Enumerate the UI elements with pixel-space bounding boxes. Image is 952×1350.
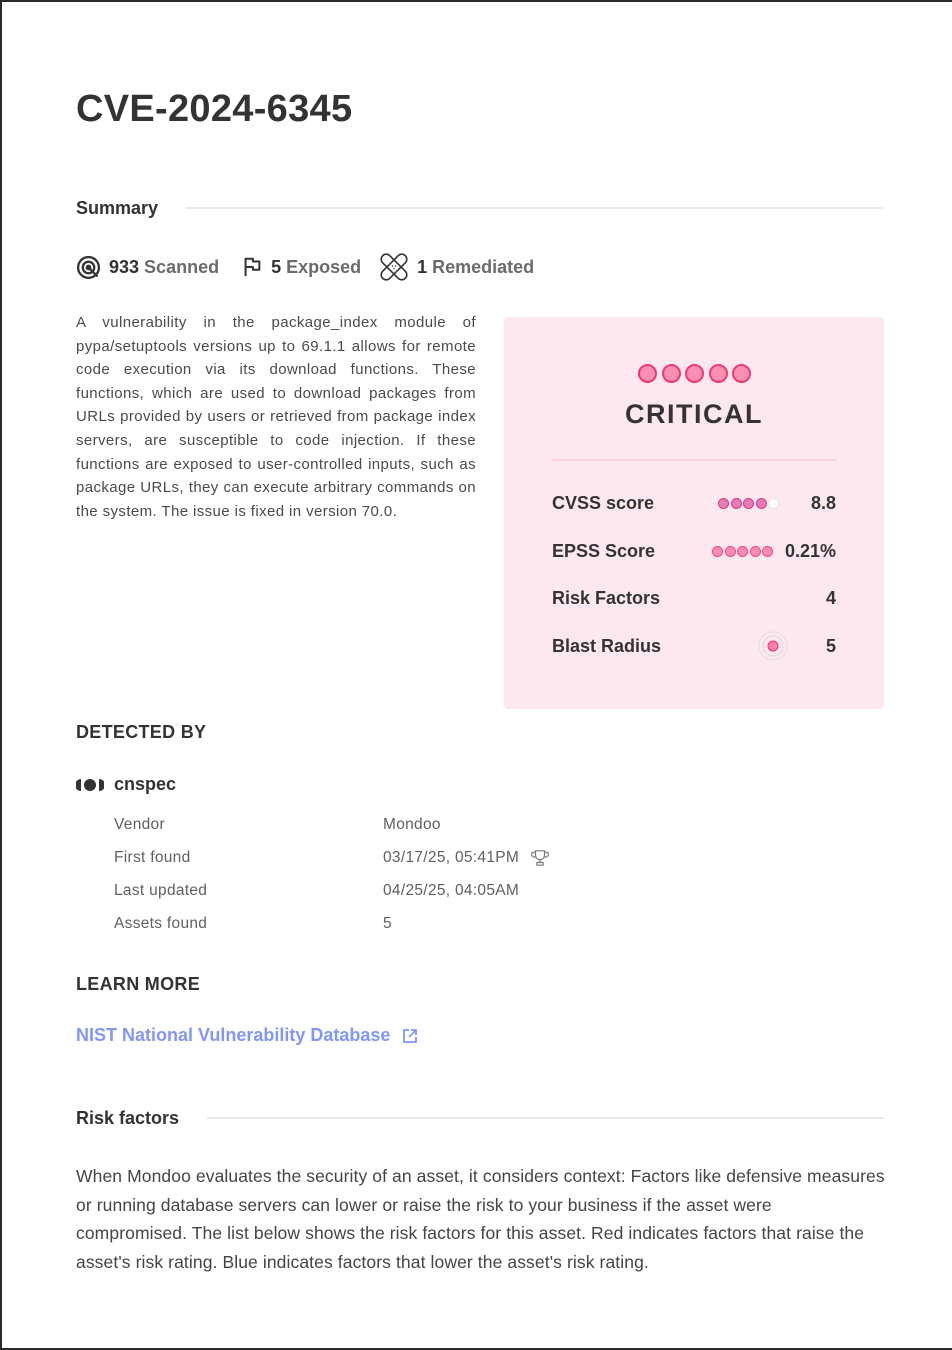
- detail-value: [383, 849, 549, 867]
- metric-value: 4: [825, 587, 836, 608]
- severity-dot: [685, 364, 704, 383]
- detail-value-text: Mondoo: [383, 816, 441, 833]
- stat-scanned: [76, 255, 219, 280]
- detail-row-assets-found: [114, 913, 614, 935]
- link-label: NIST National Vulnerability Database: [76, 1025, 391, 1045]
- flag-icon: [241, 256, 263, 278]
- stat-exposed: [241, 256, 361, 278]
- metric-label: Blast Radius: [552, 635, 662, 656]
- rating-dot-filled: [731, 498, 742, 509]
- metric-label: CVSS score: [552, 492, 655, 513]
- rating-dot-filled: [718, 498, 729, 509]
- detail-key: Last updated: [114, 882, 208, 899]
- detail-value: [383, 915, 392, 933]
- page-title: CVE-2024-6345: [76, 88, 353, 130]
- rating-dot-filled: [743, 498, 754, 509]
- nist-nvd-link[interactable]: [76, 1025, 418, 1046]
- cnspec-logo-icon: [76, 777, 104, 793]
- learn-more-heading: LEARN MORE: [76, 974, 200, 994]
- metric-epss: [552, 538, 836, 564]
- risk-factors-section-header: [76, 1106, 884, 1130]
- detail-row-first-found: [114, 847, 614, 869]
- severity-score-card: [504, 317, 884, 709]
- stat-remediated: [379, 252, 534, 282]
- metric-value: 5: [825, 635, 836, 656]
- stat-label: Remediated: [432, 256, 535, 277]
- stat-value: 933: [109, 256, 140, 277]
- detail-key: Assets found: [114, 915, 208, 932]
- detected-by-heading: DETECTED BY: [76, 722, 207, 742]
- target-scan-icon: [76, 255, 101, 280]
- rating-dot-filled: [725, 546, 736, 557]
- bandage-icon: [379, 252, 409, 282]
- risk-factors-description: When Mondoo evaluates the security of an asset, it considers context: Factors like defensive measures or running database servers can lower or raise the risk to your business if the asset were compromised. The list below shows the risk factors for this asset. Red indicates factors that raise the asset's risk rating. Blue indicates factors that lower the asset's risk rating.: [76, 1166, 885, 1272]
- section-divider: [186, 207, 884, 209]
- detail-row-last-updated: [114, 880, 614, 902]
- rating-dot-filled: [737, 546, 748, 557]
- cvss-rating-dots: [718, 498, 781, 509]
- metric-value: 8.8: [810, 492, 836, 513]
- summary-stats: [76, 252, 556, 282]
- metric-label: Risk Factors: [552, 587, 661, 608]
- severity-dot: [638, 364, 657, 383]
- epss-rating-dots: [712, 546, 775, 557]
- stat-value: 5: [271, 256, 282, 277]
- rating-dot-empty: [768, 498, 779, 509]
- detail-value: [383, 882, 519, 900]
- detail-value-text: 5: [383, 915, 392, 932]
- detail-row-vendor: [114, 814, 614, 836]
- severity-dot: [732, 364, 751, 383]
- rating-dot-filled: [756, 498, 767, 509]
- detail-value: [383, 816, 441, 834]
- detail-key: First found: [114, 849, 191, 866]
- stat-label: Scanned: [144, 256, 220, 277]
- metric-risk-factors: [552, 585, 836, 611]
- severity-dot: [709, 364, 728, 383]
- metric-value: 0.21%: [784, 540, 836, 561]
- severity-dot: [662, 364, 681, 383]
- summary-section-header: [76, 196, 884, 220]
- card-divider: [552, 459, 837, 461]
- risk-factors-heading: Risk factors: [76, 1107, 180, 1128]
- severity-dots: [638, 364, 756, 383]
- trophy-icon: [531, 849, 549, 867]
- detector: [76, 774, 176, 795]
- detector-name: cnspec: [114, 774, 177, 794]
- detail-key: Vendor: [114, 816, 165, 833]
- rating-dot-filled: [762, 546, 773, 557]
- detail-value-text: 03/17/25, 05:41PM: [383, 849, 520, 866]
- metric-label: EPSS Score: [552, 540, 656, 561]
- summary-heading: Summary: [76, 197, 159, 218]
- stat-label: Exposed: [286, 256, 362, 277]
- detail-value-text: 04/25/25, 04:05AM: [383, 882, 520, 899]
- blast-radius-icon: [758, 631, 788, 661]
- severity-label: CRITICAL: [625, 399, 763, 429]
- metric-blast-radius: [552, 633, 836, 659]
- rating-dot-filled: [750, 546, 761, 557]
- metric-cvss: [552, 490, 836, 516]
- stat-value: 1: [417, 256, 428, 277]
- section-divider: [207, 1117, 884, 1119]
- external-link-icon: [402, 1028, 418, 1044]
- rating-dot-filled: [712, 546, 723, 557]
- vulnerability-description: A vulnerability in the package_index module of pypa/setuptools versions up to 69.1.1 allows for remote code execution via its download functions. These functions, which are used to download packages from URLs provided by users or retrieved from package index servers, are susceptible to code injection. If these functions are exposed to user-controlled inputs, such as package URLs, they can execute arbitrary commands on the system. The issue is fixed in version 70.0.: [76, 314, 476, 520]
